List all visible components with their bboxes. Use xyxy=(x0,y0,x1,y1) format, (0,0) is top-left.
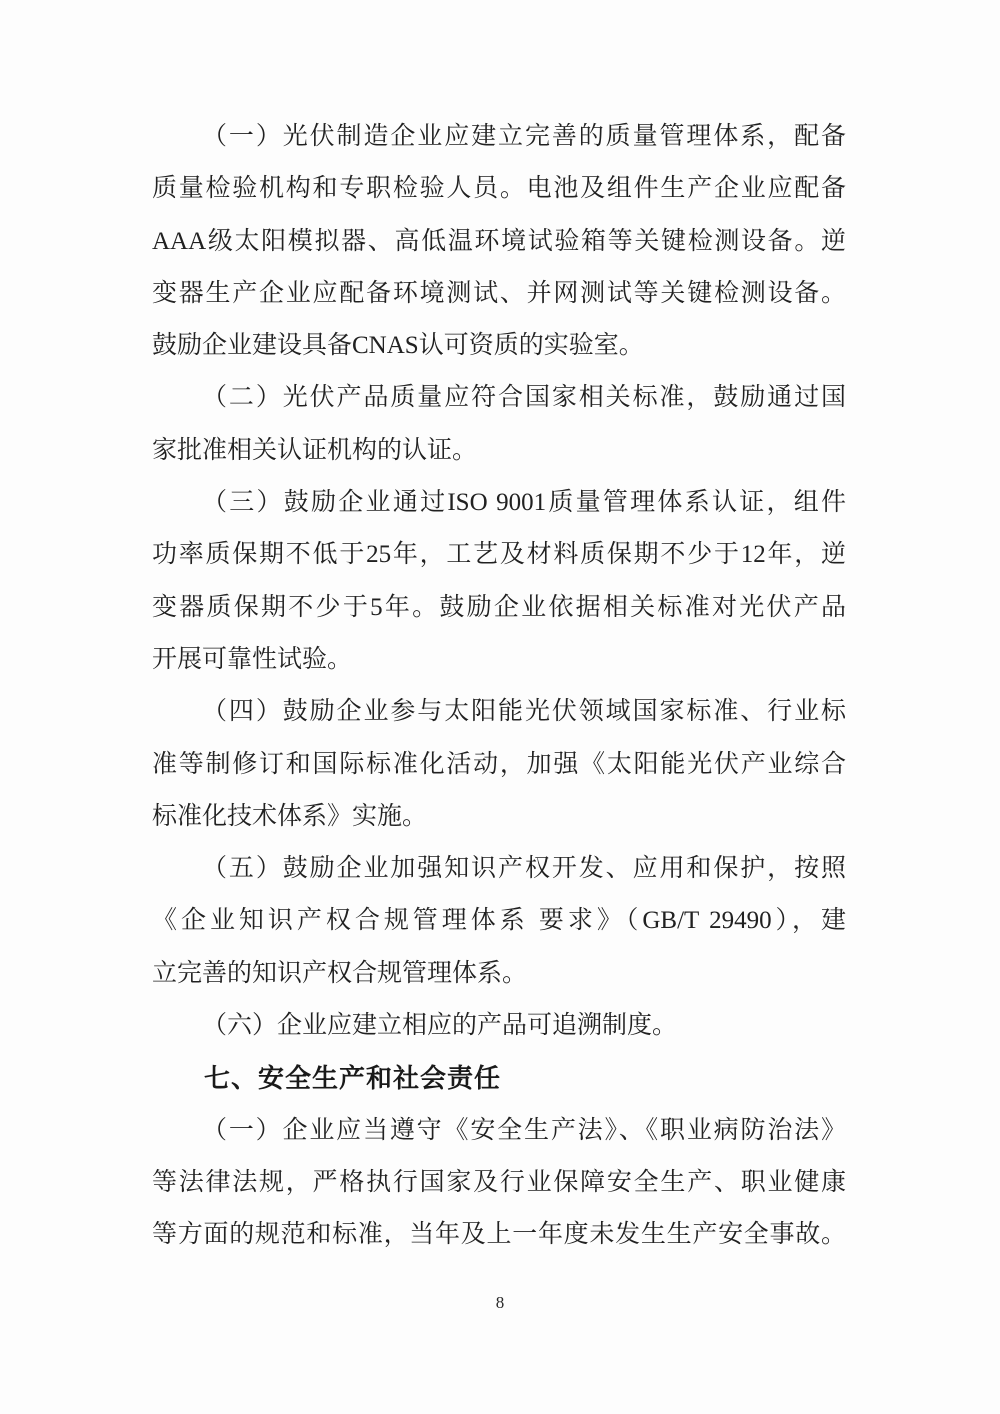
text-line: （六）企业应建立相应的产品可追溯制度。 xyxy=(202,1012,678,1040)
text-line: （二）光伏产品质量应符合国家相关标准，鼓励通过国 xyxy=(202,384,846,412)
section-heading-safety: 七、安全生产和社会责任 xyxy=(204,1063,502,1094)
text-line: （三）鼓励企业通过ISO 9001质量管理体系认证，组件 xyxy=(202,489,846,517)
text-line: 开展可靠性试验。 xyxy=(152,645,353,673)
text-line: 《企业知识产权合规管理体系 要求》（GB/T 29490），建 xyxy=(152,907,846,935)
paragraph-safety-laws xyxy=(152,1105,846,1262)
text-line: 变器生产企业应配备环境测试、并网测试等关键检测设备。 xyxy=(152,279,846,307)
paragraph-product-standards xyxy=(152,372,846,477)
text-line: （五）鼓励企业加强知识产权开发、应用和保护，按照 xyxy=(202,855,846,883)
text-line: AAA级太阳模拟器、高低温环境试验箱等关键检测设备。逆 xyxy=(152,227,846,255)
paragraph-traceability xyxy=(152,1000,846,1052)
text-line: （一）光伏制造企业应建立完善的质量管理体系，配备 xyxy=(202,123,846,150)
text-line: 变器质保期不少于5年。鼓励企业依据相关标准对光伏产品 xyxy=(152,593,846,621)
paragraph-standardization xyxy=(152,686,846,843)
paragraph-quality-system xyxy=(152,111,846,372)
text-line: 准等制修订和国际标准化活动，加强《太阳能光伏产业综合 xyxy=(152,750,846,778)
text-line: 鼓励企业建设具备CNAS认可资质的实验室。 xyxy=(152,332,644,360)
text-line: （四）鼓励企业参与太阳能光伏领域国家标准、行业标 xyxy=(202,698,846,726)
paragraph-intellectual-property xyxy=(152,843,846,1000)
document-body xyxy=(152,111,846,1262)
text-line: （一）企业应当遵守《安全生产法》、《职业病防治法》 xyxy=(202,1116,846,1144)
paragraph-iso-certification xyxy=(152,477,846,686)
text-line: 标准化技术体系》实施。 xyxy=(152,802,428,830)
text-line: 等法律法规，严格执行国家及行业保障安全生产、职业健康 xyxy=(152,1168,846,1196)
text-line: 质量检验机构和专职检验人员。电池及组件生产企业应配备 xyxy=(152,175,846,203)
text-line: 功率质保期不低于25年，工艺及材料质保期不少于12年，逆 xyxy=(152,541,846,569)
text-line: 立完善的知识产权合规管理体系。 xyxy=(152,959,528,987)
text-line: 等方面的规范和标准，当年及上一年度未发生生产安全事故。 xyxy=(152,1221,846,1249)
page-number: 8 xyxy=(495,1293,505,1312)
text-line: 家批准相关认证机构的认证。 xyxy=(152,436,478,464)
